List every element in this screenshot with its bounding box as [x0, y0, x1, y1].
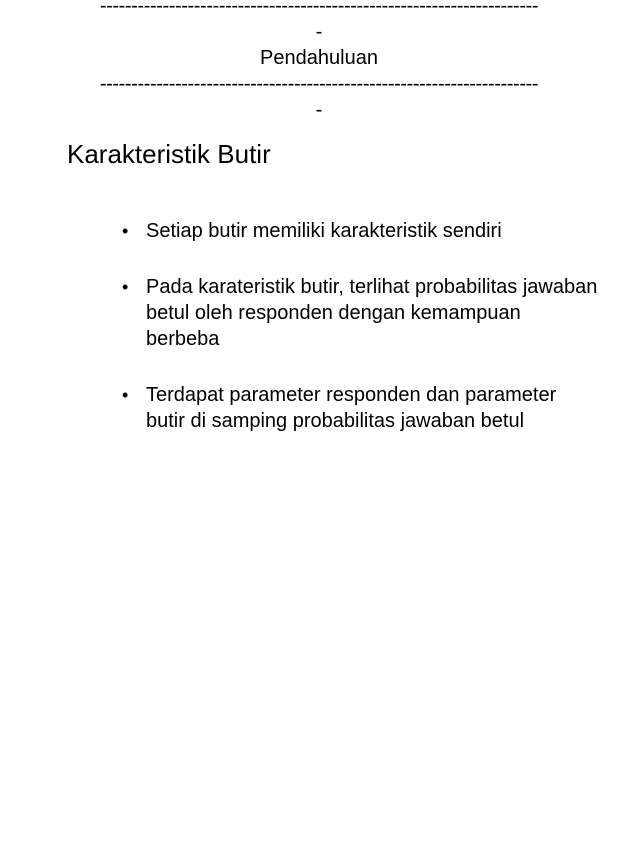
header-title: Pendahuluan [260, 47, 378, 69]
bullet-text: Setiap butir memiliki karakteristik sendiri [146, 220, 502, 242]
slide-header [0, 0, 638, 123]
section-heading: Karakteristik Butir [67, 139, 271, 169]
bullet-item [119, 218, 599, 244]
header-rule-top-tail: - [315, 21, 323, 43]
bullet-text: Pada karateristik butir, terlihat probabilitas jawaban betul oleh responden dengan kemampuan berbeba [146, 276, 598, 350]
bullet-text: Terdapat parameter responden dan parameter butir di samping probabilitas jawaban betul [146, 384, 557, 432]
bullet-icon: • [122, 385, 129, 405]
bullet-item [119, 382, 599, 434]
bullet-list [119, 218, 599, 464]
bullet-icon: • [122, 277, 129, 297]
header-rule-bottom-tail: - [315, 99, 323, 121]
bullet-icon: • [122, 221, 129, 241]
header-rule-bottom: ---------------------------------------------------------------------- [99, 73, 539, 95]
bullet-item [119, 274, 599, 352]
header-rule-top: ---------------------------------------------------------------------- [99, 0, 539, 17]
